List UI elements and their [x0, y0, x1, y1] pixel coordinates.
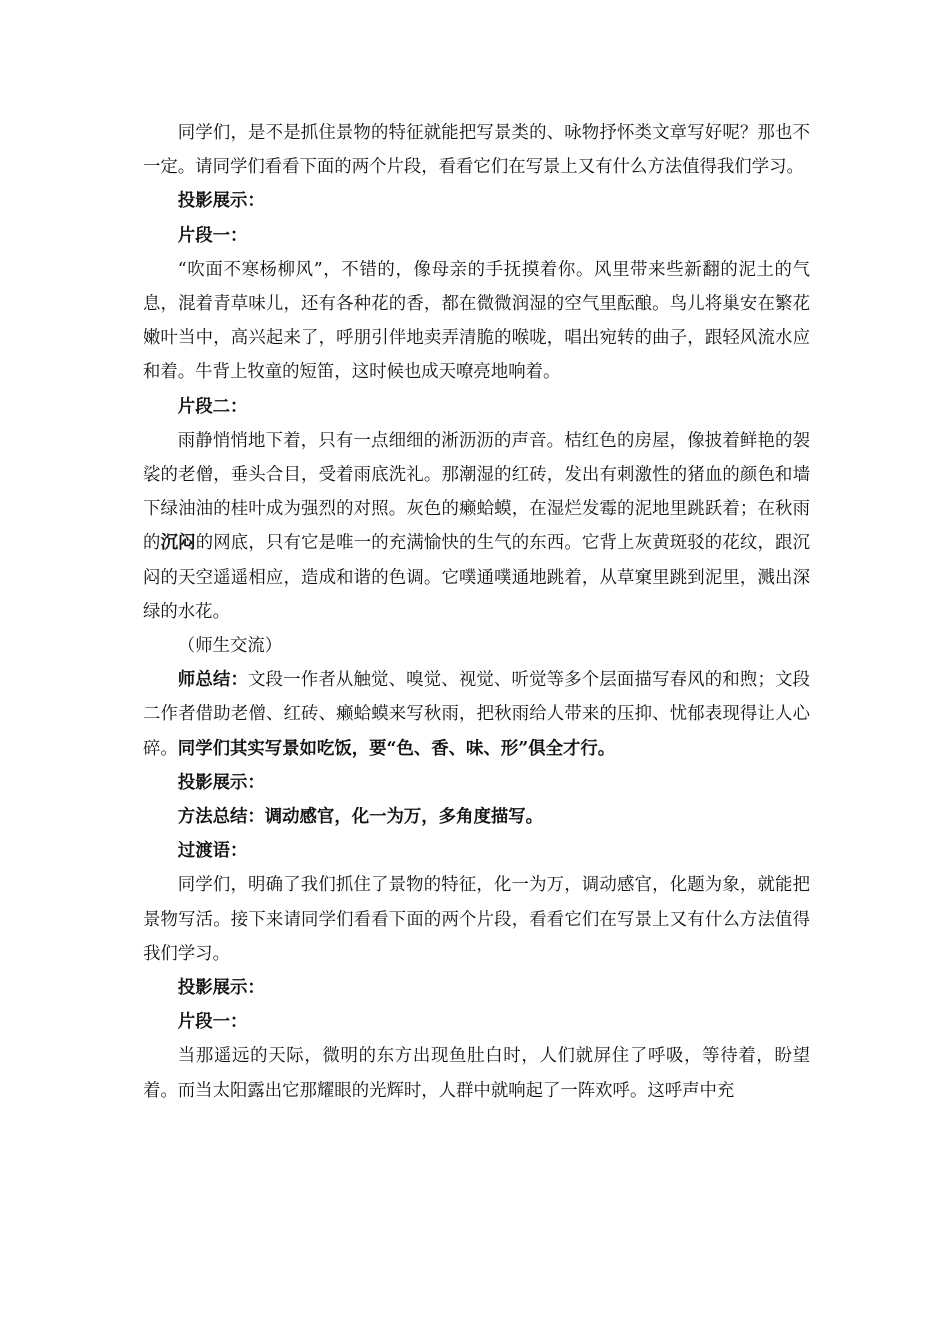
teacher-student-exchange: （师生交流） — [177, 636, 283, 657]
teacher-summary — [143, 663, 810, 766]
fragment-two-text-part1: 雨静悄悄地下着，只有一点细细的淅沥沥的声音。桔红色的房屋，像披着鲜艳的袈裟的老僧，垂头合目，受着雨底洗礼。那潮湿的红砖，发出有刺激性的猪血的颜色和墙下绿油油的桂叶成为强烈的对照。灰色的癞蛤蟆，在湿烂发霉的泥地里跳跃着；在秋雨的 — [143, 430, 810, 554]
fragment-one-heading: 片段一： — [177, 225, 248, 246]
fragment-two-heading: 片段二： — [177, 396, 248, 417]
projection-heading-3: 投影展示： — [177, 978, 265, 999]
intro-paragraph: 同学们，是不是抓住景物的特征就能把写景类的、咏物抒怀类文章写好呢？那也不一定。请同学们看看下面的两个片段，看看它们在写景上又有什么方法值得我们学习。 — [143, 123, 810, 178]
document-page — [143, 116, 810, 1108]
fragment-two-bold-word: 沉闷 — [160, 533, 196, 554]
transition-heading: 过渡语： — [177, 841, 248, 862]
teacher-summary-label: 师总结： — [177, 670, 249, 691]
fragment-one-heading-b: 片段一： — [177, 1012, 248, 1033]
transition-paragraph: 同学们，明确了我们抓住了景物的特征，化一为万，调动感官，化题为象，就能把景物写活。接下来请同学们看看下面的两个片段，看看它们在写景上又有什么方法值得我们学习。 — [143, 875, 810, 964]
method-summary: 方法总结：调动感官，化一为万，多角度描写。 — [177, 807, 544, 828]
fragment-two-text — [143, 424, 810, 629]
fragment-one-text-b: 当那遥远的天际，微明的东方出现鱼肚白时，人们就屏住了呼吸，等待着，盼望着。而当太阳露出它那耀眼的光辉时，人群中就响起了一阵欢呼。这呼声中充 — [143, 1046, 810, 1101]
teacher-summary-text: 文段一作者从触觉、嗅觉、视觉、听觉等多个层面描写春风的和煦；文段二作者借助老僧、红砖、癞蛤蟆来写秋雨，把秋雨给人带来的压抑、忧郁表现得让人心碎。 — [143, 670, 810, 759]
projection-heading-2: 投影展示： — [177, 772, 265, 793]
teacher-summary-bold: 同学们其实写景如吃饭，要“色、香、味、形”俱全才行。 — [177, 738, 616, 759]
fragment-one-text: “吹面不寒杨柳风”，不错的，像母亲的手抚摸着你。风里带来些新翻的泥土的气息，混着青草味儿，还有各种花的香，都在微微润湿的空气里酝酿。鸟儿将巢安在繁花嫩叶当中，高兴起来了，呼朋引伴地卖弄清脆的喉咙，唱出宛转的曲子，跟轻风流水应和着。牛背上牧童的短笛，这时候也成天嘹亮地响着。 — [143, 259, 810, 383]
projection-heading-1: 投影展示： — [177, 191, 265, 212]
fragment-two-text-part2: 的网底，只有它是唯一的充满愉快的生气的东西。它背上灰黄斑驳的花纹，跟沉闷的天空遥遥相应，造成和谐的色调。它噗通噗通地跳着，从草窠里跳到泥里，溅出深绿的水花。 — [143, 533, 810, 622]
